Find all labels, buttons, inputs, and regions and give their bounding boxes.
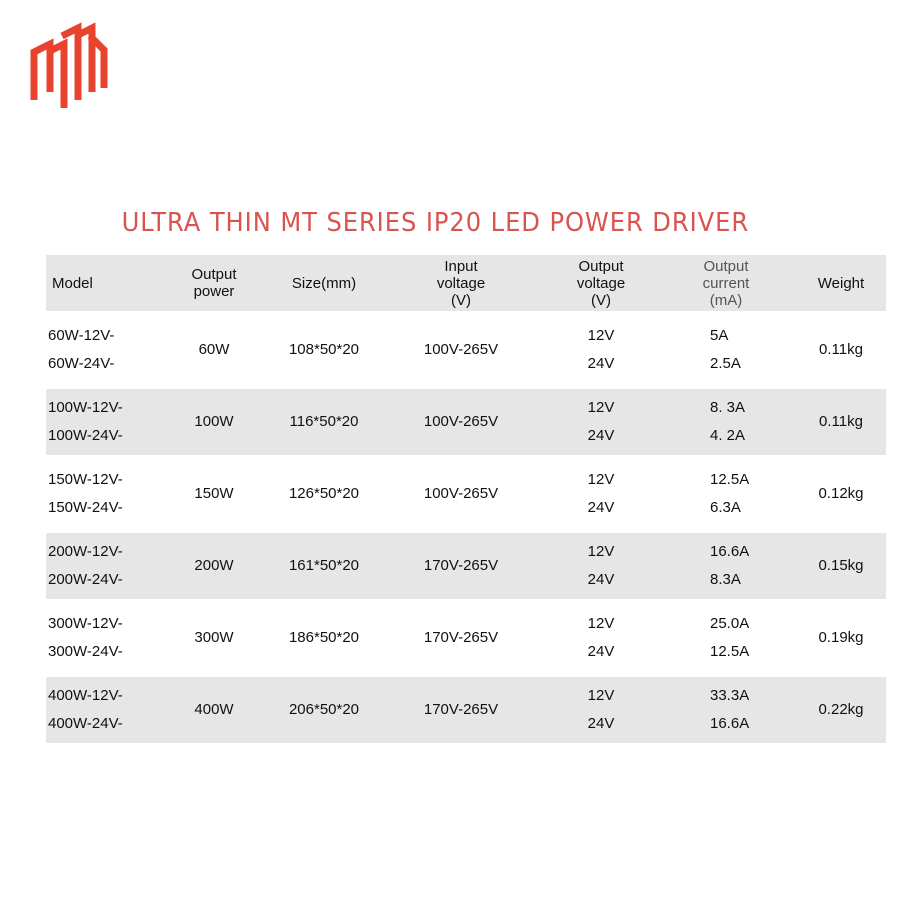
table-row xyxy=(46,599,886,677)
size-cell: 108*50*20 xyxy=(288,341,360,358)
weight-cell: 0.19kg xyxy=(818,629,864,646)
power-cell: 400W xyxy=(194,701,234,718)
header-output-current: Output current (mA) xyxy=(702,257,750,309)
power-cell: 200W xyxy=(194,557,234,574)
table-header-row xyxy=(46,255,886,311)
header-weight: Weight xyxy=(817,274,865,292)
input-voltage-cell: 100V-265V xyxy=(423,341,499,358)
output-current-cell: 16.6A 8.3A xyxy=(710,543,750,588)
power-cell: 100W xyxy=(194,413,234,430)
model-cell: 60W-12V- 60W-24V- xyxy=(48,327,115,372)
output-voltage-cell: 12V 24V xyxy=(587,615,615,660)
table-row xyxy=(46,311,886,389)
table-row xyxy=(46,677,886,743)
header-model: Model xyxy=(52,274,93,292)
output-current-cell: 8. 3A 4. 2A xyxy=(710,399,746,444)
output-current-cell: 33.3A 16.6A xyxy=(710,687,750,732)
header-output-voltage: Output voltage (V) xyxy=(576,257,626,309)
output-current-cell: 12.5A 6.3A xyxy=(710,471,750,516)
output-voltage-cell: 12V 24V xyxy=(587,399,615,444)
table-row xyxy=(46,389,886,455)
model-cell: 200W-12V- 200W-24V- xyxy=(48,543,123,588)
page-title: ULTRA THIN MT SERIES IP20 LED POWER DRIVER xyxy=(121,208,749,238)
output-current-cell: 5A 2.5A xyxy=(710,327,741,372)
weight-cell: 0.11kg xyxy=(819,341,863,358)
mt-stripes-logo-icon xyxy=(28,22,108,112)
power-cell: 60W xyxy=(198,341,230,358)
model-cell: 300W-12V- 300W-24V- xyxy=(48,615,123,660)
model-cell: 100W-12V- 100W-24V- xyxy=(48,399,123,444)
input-voltage-cell: 170V-265V xyxy=(423,701,499,718)
power-cell: 150W xyxy=(194,485,234,502)
output-current-cell: 25.0A 12.5A xyxy=(710,615,750,660)
header-output-power: Output power xyxy=(191,266,237,300)
size-cell: 186*50*20 xyxy=(288,629,360,646)
weight-cell: 0.11kg xyxy=(819,413,863,430)
weight-cell: 0.15kg xyxy=(818,557,864,574)
table-row xyxy=(46,533,886,599)
output-voltage-cell: 12V 24V xyxy=(587,543,615,588)
input-voltage-cell: 100V-265V xyxy=(423,413,499,430)
weight-cell: 0.12kg xyxy=(818,485,864,502)
input-voltage-cell: 170V-265V xyxy=(423,557,499,574)
size-cell: 161*50*20 xyxy=(288,557,360,574)
table-row xyxy=(46,455,886,533)
model-cell: 150W-12V- 150W-24V- xyxy=(48,471,123,516)
header-input-voltage: Input voltage (V) xyxy=(436,257,486,309)
header-size: Size(mm) xyxy=(291,274,357,292)
input-voltage-cell: 170V-265V xyxy=(423,629,499,646)
output-voltage-cell: 12V 24V xyxy=(587,471,615,516)
output-voltage-cell: 12V 24V xyxy=(587,327,615,372)
size-cell: 116*50*20 xyxy=(289,413,359,430)
power-cell: 300W xyxy=(194,629,234,646)
model-cell: 400W-12V- 400W-24V- xyxy=(48,687,123,732)
size-cell: 206*50*20 xyxy=(288,701,360,718)
output-voltage-cell: 12V 24V xyxy=(587,687,615,732)
size-cell: 126*50*20 xyxy=(288,485,360,502)
weight-cell: 0.22kg xyxy=(818,701,864,718)
spec-table xyxy=(46,255,886,743)
input-voltage-cell: 100V-265V xyxy=(423,485,499,502)
